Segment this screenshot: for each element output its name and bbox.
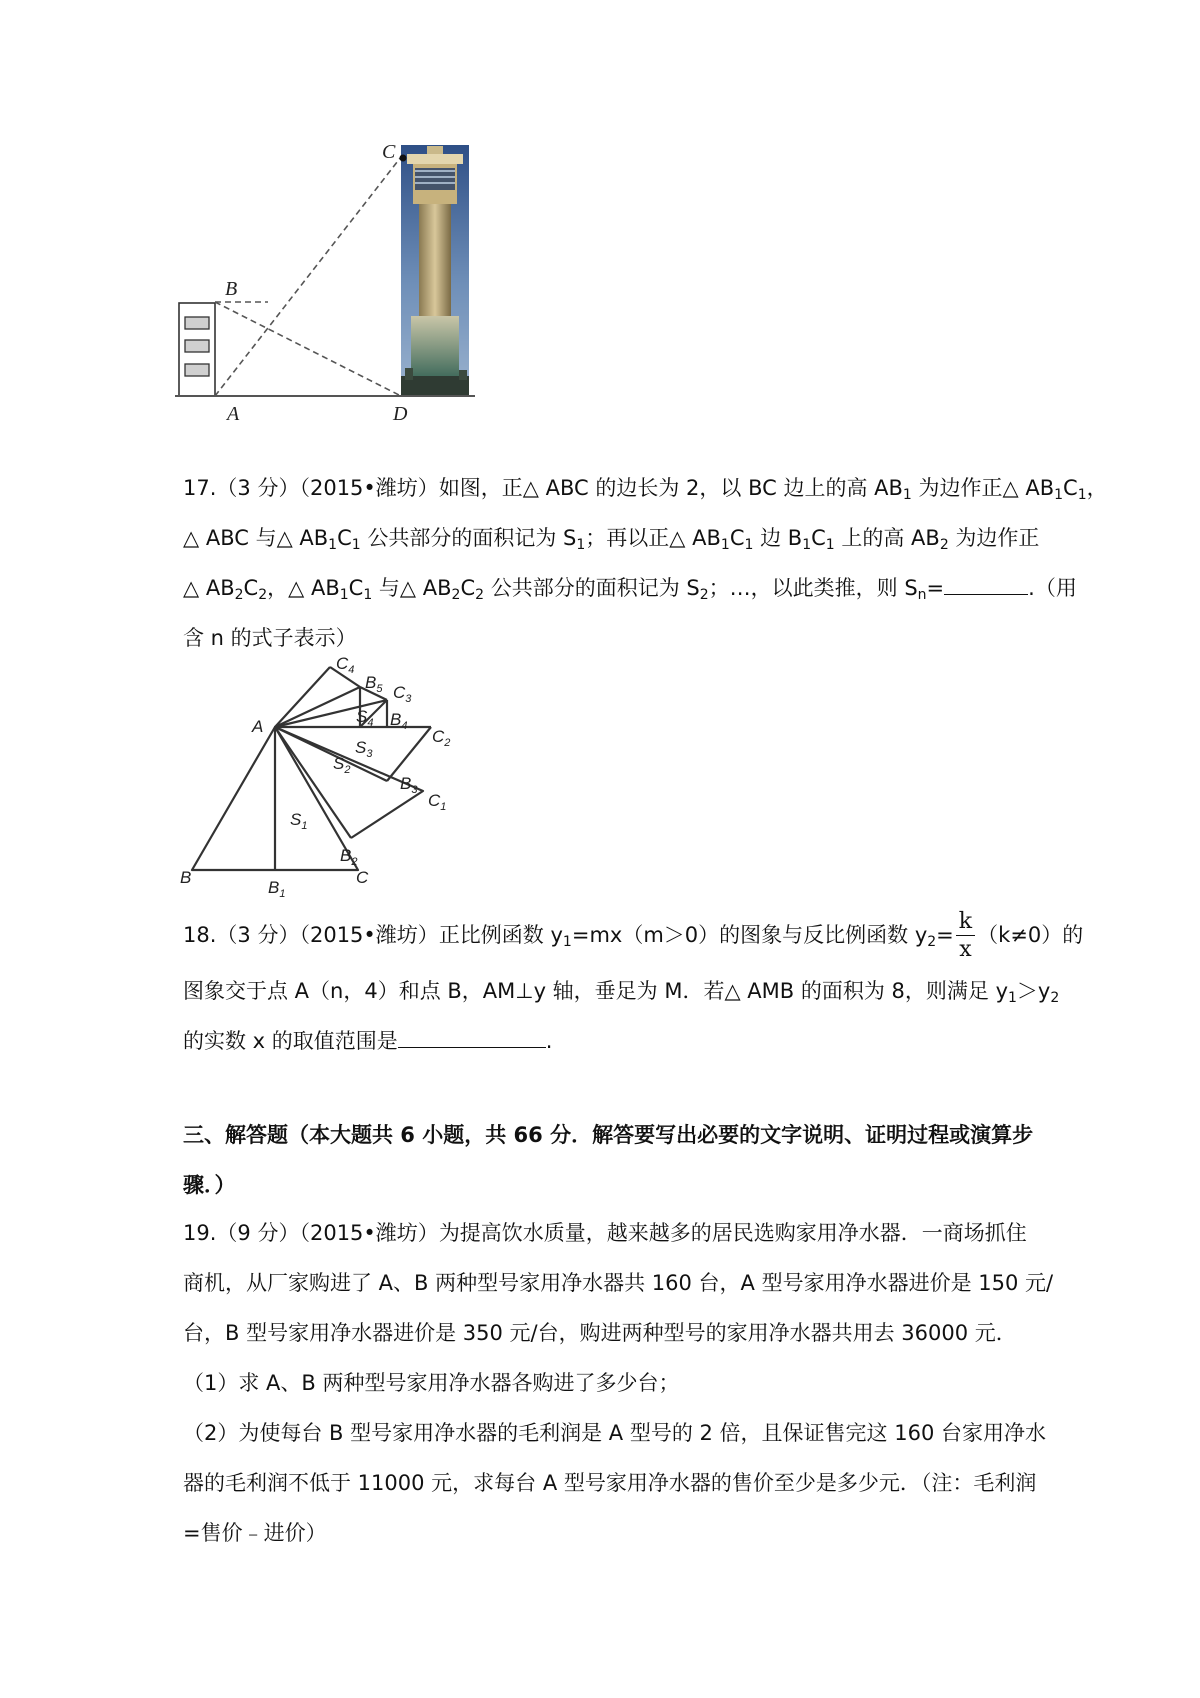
- q17-source: （2015•潍坊）: [299, 476, 439, 500]
- label-b3: $B_3$: [400, 774, 418, 796]
- q17-score: （3 分）: [216, 476, 300, 500]
- label-b: B: [180, 868, 192, 887]
- fraction-numerator: k: [956, 911, 975, 936]
- subscript: n: [917, 587, 927, 603]
- q19-text: 商机，从厂家购进了 A、B 两种型号家用净水器共 160 台，A 型号家用净水器进价是 150 元/: [183, 1271, 1054, 1295]
- sight-lines: [215, 157, 401, 396]
- q17-text: 公共部分的面积记为 S: [360, 526, 577, 550]
- subscript: 1: [351, 537, 361, 553]
- label-c1: $C_1$: [428, 791, 447, 813]
- q18-score: （3 分）: [216, 923, 300, 947]
- q17-text: C: [729, 526, 745, 550]
- q17-text: 边 B: [753, 526, 803, 550]
- q18-text: =: [936, 923, 954, 947]
- tower-photo: [401, 145, 469, 397]
- subscript: 1: [744, 537, 754, 553]
- q17-text: ，: [1086, 476, 1108, 500]
- q19-score: （9 分）: [216, 1221, 300, 1245]
- q17-text: C: [348, 576, 364, 600]
- building-drawing: [179, 303, 215, 396]
- q17-text: C: [337, 526, 352, 550]
- label-c: C: [356, 868, 369, 887]
- answer-blank: [944, 570, 1028, 595]
- label-s2: $S_2$: [333, 754, 351, 776]
- subscript: 1: [363, 587, 373, 603]
- q17-text: =: [926, 576, 945, 600]
- subscript: 1: [339, 587, 349, 603]
- subscript: 1: [576, 537, 586, 553]
- section-3-line-2: 骤．）: [183, 1173, 236, 1197]
- label-s1: $S_1$: [290, 810, 308, 832]
- q17-text: C: [811, 526, 826, 550]
- question-18: 18.（3 分）（2015•潍坊）正比例函数 $y_1=mx(m>0)$的图象与反比例函数 $y_2=$ $\frac{k}{x}$ （k≠0）的 图象交于点 A（n，4）和点 B，AM⊥y 轴，垂足为 M．若△ AMB 的面积为 8，则满足 $y_1>y_2$ 的实数 x 的取值范围是 .: [183, 909, 1084, 1053]
- q19-part-2: =售价﹣进价）: [183, 1521, 327, 1545]
- question-17: 17.（3 分）（2015•潍坊）如图，正△ ABC 的边长为 2，以 BC 边上的高 $AB_1$ 为边作正△ $AB_1C_1$， △ ABC 与△ $AB_1C_1$ 公共部分的面积记为 $S_1$；再以正△ $AB_1C_1$ 边 $B_1C_1$ 上的高 $AB_2$ 为边作正 △ $AB_2C_2$，△ $AB_1C_1$ 与△ $AB_2C_2$ 公共部分的面积记为 $S_2$；…，以此类推，则 $S_n=$ .（用 含 n 的式子表示）: [183, 476, 1108, 650]
- label-b5: $B_5$: [365, 673, 383, 695]
- q19-text: 为提高饮水质量，越来越多的居民选购家用净水器．一商场抓住: [438, 1221, 1027, 1245]
- q17-text: C: [1063, 476, 1078, 500]
- label-a: A: [252, 717, 264, 736]
- subscript: 1: [562, 934, 572, 950]
- section-3-line-1: 三、解答题（本大题共 6 小题，共 66 分．解答要写出必要的文字说明、证明过程或演算步: [183, 1123, 1034, 1147]
- label-b4: $B_4$: [390, 710, 408, 732]
- subscript: 1: [720, 537, 730, 553]
- subscript: 2: [1050, 990, 1060, 1006]
- q18-text: （k≠0）的: [977, 923, 1084, 947]
- q17-text: 上的高 AB: [834, 526, 940, 550]
- label-d: D: [393, 403, 408, 425]
- subscript: 1: [1077, 487, 1087, 503]
- subscript: 1: [825, 537, 835, 553]
- label-s4: $S_4$: [356, 707, 374, 729]
- q17-text: 如图，正△ ABC 的边长为 2，以 BC 边上的高 AB: [438, 476, 903, 500]
- q19-part-2: （2）为使每台 B 型号家用净水器的毛利润是 A 型号的 2 倍，且保证售完这 160 台家用净水: [183, 1421, 1046, 1445]
- subscript: 2: [699, 587, 709, 603]
- q18-text: 正比例函数 y: [438, 923, 563, 947]
- q17-text: 为边作正△ AB: [911, 476, 1055, 500]
- q17-text: △ ABC 与△ AB: [183, 526, 329, 550]
- q17-text: ，△ AB: [267, 576, 340, 600]
- q17-text: C: [460, 576, 476, 600]
- subscript: 2: [475, 587, 485, 603]
- q17-text: ；再以正△ AB: [585, 526, 721, 550]
- q19-text: 台，B 型号家用净水器进价是 350 元/台，购进两种型号的家用净水器共用去 36000 元．: [183, 1321, 1017, 1345]
- q18-text: .: [545, 1029, 553, 1053]
- point-c-dot: [400, 155, 407, 162]
- answer-blank: [398, 1023, 546, 1048]
- subscript: 2: [234, 587, 244, 603]
- q18-source: （2015•潍坊）: [299, 923, 439, 947]
- label-c2: $C_2$: [432, 727, 451, 749]
- q17-text: 为边作正: [948, 526, 1040, 550]
- subscript: 1: [1008, 990, 1017, 1006]
- subscript: 1: [802, 537, 812, 553]
- tower-figure: [175, 140, 495, 460]
- q18-text: 的实数 x 的取值范围是: [183, 1029, 398, 1053]
- subscript: 1: [328, 537, 338, 553]
- q17-text: .（用: [1028, 576, 1077, 600]
- q17-text: C: [243, 576, 259, 600]
- q19-part-2: 器的毛利润不低于 11000 元，求每台 A 型号家用净水器的售价至少是多少元．（注：毛利润: [183, 1471, 1037, 1495]
- label-c: C: [382, 141, 396, 163]
- label-s3: $S_3$: [355, 738, 373, 760]
- subscript: 2: [451, 587, 461, 603]
- triangles-figure: [180, 655, 480, 900]
- fraction-denominator: x: [959, 937, 972, 962]
- label-b2: $B_2$: [340, 846, 358, 868]
- label-c3: $C_3$: [393, 683, 412, 705]
- q19-number: 19: [183, 1221, 210, 1245]
- q18-text: ＞y: [1016, 979, 1051, 1003]
- subscript: 1: [902, 487, 912, 503]
- label-a: A: [227, 403, 240, 425]
- q17-number: 17: [183, 476, 210, 500]
- question-19: 19.（9 分）（2015•潍坊）为提高饮水质量，越来越多的居民选购家用净水器．一商场抓住 商机，从厂家购进了 A、B 两种型号家用净水器共 160 台，A 型号家用净水器进价是 150 元/ 台，B 型号家用净水器进价是 350 元/台，购进两种型号的家用净水器共用去 36000 元． （1）求 A、B 两种型号家用净水器各购进了多少台； （2）为使每台 B 型号家用净水器的毛利润是 A 型号的 2 倍，且保证售完这 160 台家用净水 器的毛利润不低于 11000 元，求每台 A 型号家用净水器的售价至少是多少元．（注：毛利润 =售价﹣进价）: [183, 1208, 1028, 1558]
- q18-number: 18: [183, 923, 210, 947]
- q19-part-1: （1）求 A、B 两种型号家用净水器各购进了多少台；: [183, 1371, 680, 1395]
- q17-text: 与△ AB: [372, 576, 452, 600]
- subscript: 1: [1054, 487, 1064, 503]
- label-b: B: [225, 278, 238, 300]
- fraction-k-over-x: [956, 911, 975, 961]
- label-c4: $C_4$: [336, 655, 355, 676]
- q18-text: 图象交于点 A（n，4）和点 B，AM⊥y 轴，垂足为 M．若△ AMB 的面积为 8，则满足 y: [183, 979, 1008, 1003]
- subscript: 2: [927, 934, 937, 950]
- q18-text: =mx（m＞0）的图象与反比例函数 y: [571, 923, 928, 947]
- subscript: 2: [939, 537, 949, 553]
- label-b1: $B_1$: [268, 878, 286, 900]
- section-3-heading: [183, 1110, 1034, 1210]
- subscript: 2: [258, 587, 268, 603]
- q19-source: （2015•潍坊）: [299, 1221, 439, 1245]
- q17-text: 含 n 的式子表示）: [183, 626, 357, 650]
- q17-text: ；…，以此类推，则 S: [708, 576, 918, 600]
- q17-text: △ AB: [183, 576, 235, 600]
- q17-text: 公共部分的面积记为 S: [484, 576, 700, 600]
